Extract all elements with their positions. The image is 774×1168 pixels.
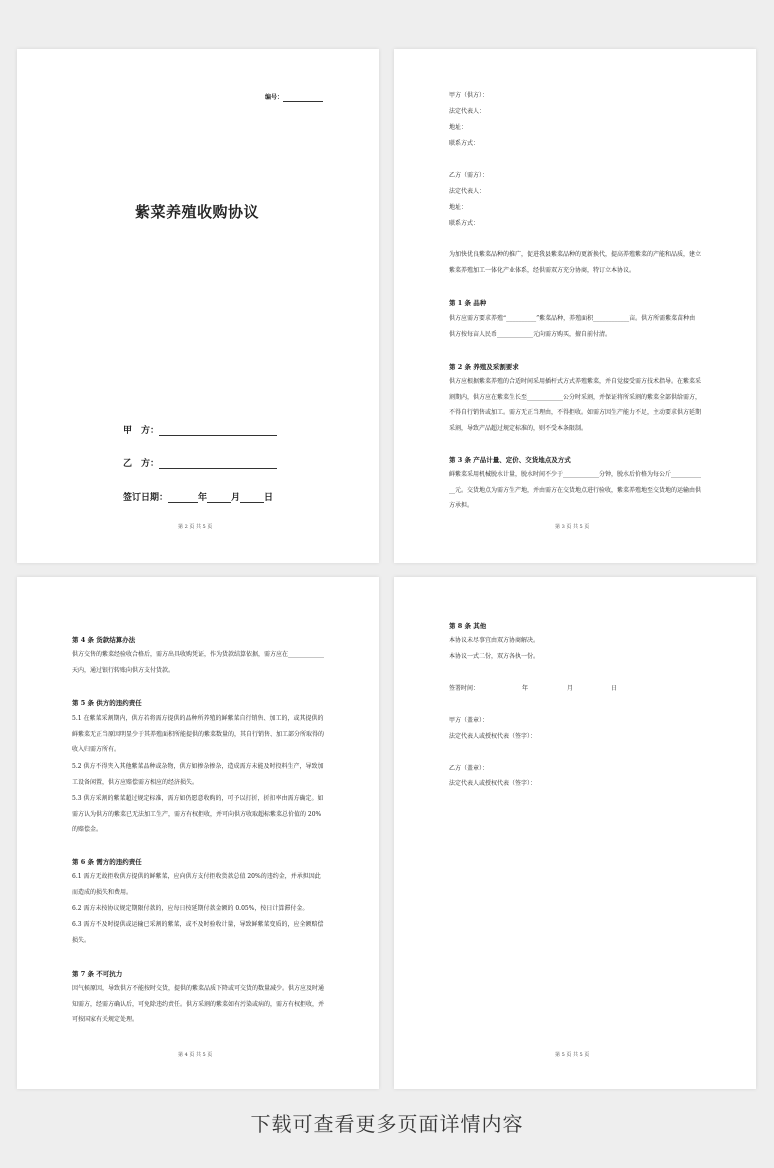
party-a-info-3: 地址：: [449, 124, 468, 131]
party-b-blank: [159, 468, 277, 469]
section-3-heading: 第 3 条 产品计量、定价、交货地点及方式: [449, 456, 571, 464]
party-a-info-4: 联系方式：: [449, 140, 480, 147]
sign-time-day: 日: [611, 685, 618, 692]
intro-paragraph: 为加快优良紫菜品种的推广，促进我县紫菜品种的更新换代，提高养殖紫菜的产能和品质，建立紫菜养殖加工一体化产业体系，经供需双方充分协商，特订立本协议。: [449, 251, 702, 274]
page-footer: 第 5 页 共 5 页: [555, 1052, 590, 1058]
day-label: 日: [264, 493, 274, 503]
document-page-4: [394, 577, 756, 1089]
party-a-representative: 法定代表人或授权代表（签字）：: [449, 733, 537, 740]
document-page-3: [17, 577, 379, 1089]
section-7-text: 因气候原因，导致供方不能按时交货，提供的紫菜品质下降或可交货的数量减少。供方应及时通知需方，经需方确认后，可免除违约责任。供方采割的紫菜如有污染或病的，需方有权拒收，并可按国家有关规定处理。: [72, 985, 325, 1023]
sign-date-label: 签订日期：: [123, 493, 169, 503]
document-page-2: [394, 49, 756, 563]
year-label: 年: [198, 493, 208, 503]
party-a-blank: [159, 435, 277, 436]
section-2-text: 供方应根据紫菜养殖的合适时间采用插杆式方式养殖紫菜，并自觉接受需方技术指导。在紫菜采割期内，供方应在紫菜生长至____________公分时采割，并保证将所采割的紫菜全部供给需方，不得自行销售或加工。需方无正当理由，不得拒收。如需方因生产能力不足，主动要求供方延期采割，导致产品超过规定标准的，则不受本条限制。: [449, 378, 702, 432]
section-8-2: 本协议一式二份，双方各执一份。: [449, 653, 540, 660]
sign-date-line: [123, 490, 273, 503]
day-blank: [240, 502, 264, 503]
party-b-info-1: 乙方（需方）：: [449, 172, 489, 179]
section-6-heading: 第 6 条 需方的违约责任: [72, 858, 142, 866]
section-4-heading: 第 4 条 货款结算办法: [72, 636, 136, 644]
party-a-seal: 甲方（盖章）：: [449, 717, 489, 724]
number-blank: [283, 101, 323, 102]
page-footer: 第 3 页 共 5 页: [555, 524, 590, 530]
party-b-line: [123, 456, 277, 469]
sign-time-year: 年: [522, 685, 529, 692]
year-blank: [168, 502, 198, 503]
party-a-info-2: 法定代表人：: [449, 108, 486, 115]
party-a-label: 甲 方：: [123, 426, 160, 436]
party-a-info-1: 甲方（供方）：: [449, 92, 489, 99]
document-page-cover: [17, 49, 379, 563]
section-6-1: 6.1 需方无故拒收供方提供的鲜紫菜，应向供方支付拒收货款总值 20%的违约金，并承担因此而造成的损失和费用。: [72, 873, 321, 896]
page-footer: 第 4 页 共 5 页: [178, 1052, 213, 1058]
month-blank: [207, 502, 231, 503]
section-5-1: 5.1 在紫菜采割期内，供方若将需方提供的品种所养殖的鲜紫菜自行销售、加工的，或其提供的鲜紫菜无正当原因明显少于其养殖面积所能提供的紫菜数量的，其自行销售、加工部分所取得的收入归需方所有。: [72, 715, 325, 753]
section-5-3: 5.3 供方采割的紫菜超过规定标准，需方如仍愿意收购的，可予以打折，折扣率由需方确定。如需方认为供方的紫菜已无法加工生产，需方有权拒收，并可向供方收取超标紫菜总价值的 20% 的赔偿金。: [72, 795, 324, 833]
page-footer: 第 2 页 共 5 页: [178, 524, 213, 530]
month-label: 月: [231, 493, 241, 503]
number-field: [265, 94, 323, 102]
sign-time-month: 月: [567, 685, 574, 692]
party-b-info-2: 法定代表人：: [449, 188, 486, 195]
section-3-text: 鲜紫菜采用机械脱水计量，脱水时间不少于____________分钟，脱水后价格为每公斤____________元。交货地点为需方生产地，并由需方在交货地点进行验收，紫菜养殖地至交货地的运输由供方承担。: [449, 471, 702, 509]
party-b-representative: 法定代表人或授权代表（签字）：: [449, 780, 537, 787]
party-b-seal: 乙方（盖章）：: [449, 765, 489, 772]
download-caption: 下载可查看更多页面详情内容: [250, 1112, 524, 1136]
section-1-heading: 第 1 条 品种: [449, 299, 487, 307]
sign-time-label: 签署时间：: [449, 685, 480, 692]
section-6-3: 6.3 需方不及时提供或运输已采割的紫菜，或不及时验收计量，导致鲜紫菜变质的，应全额赔偿损失。: [72, 921, 324, 944]
number-label: 编号：: [265, 94, 284, 101]
section-8-heading: 第 8 条 其他: [449, 622, 487, 630]
party-b-label: 乙 方：: [123, 459, 160, 469]
party-b-info-3: 地址：: [449, 204, 468, 211]
section-6-2: 6.2 需方未按协议规定期限付款的，应每日按延期付款金额的 0.05%，按日计算滞付金。: [72, 905, 309, 912]
section-8-1: 本协议未尽事宜由双方协商解决。: [449, 637, 540, 644]
section-7-heading: 第 7 条 不可抗力: [72, 970, 123, 978]
section-4-text: 供方交售的紫菜经验收合格后，需方出具收购凭证，作为货款结算依据，需方应在____________天内，通过银行转账向供方支付货款。: [72, 651, 325, 674]
section-5-2: 5.2 供方不得夹入其他紫菜品种或杂物，供方如掺杂掺杂，造成需方未能及时投料生产，导致加工设备闲置，供方应赔偿需方相应的经济损失。: [72, 763, 324, 786]
section-5-heading: 第 5 条 供方的违约责任: [72, 699, 142, 707]
party-a-line: [123, 423, 277, 436]
document-title: 紫菜养殖收购协议: [135, 203, 260, 221]
party-b-info-4: 联系方式：: [449, 220, 480, 227]
section-1-text: 供方应需方要求养殖“__________”紫菜品种，养殖面积____________亩。供方所需紫菜苗种由供方按每亩人民币____________元向需方购买，擅自前付清。: [449, 315, 696, 338]
section-2-heading: 第 2 条 养殖及采割要求: [449, 363, 519, 371]
